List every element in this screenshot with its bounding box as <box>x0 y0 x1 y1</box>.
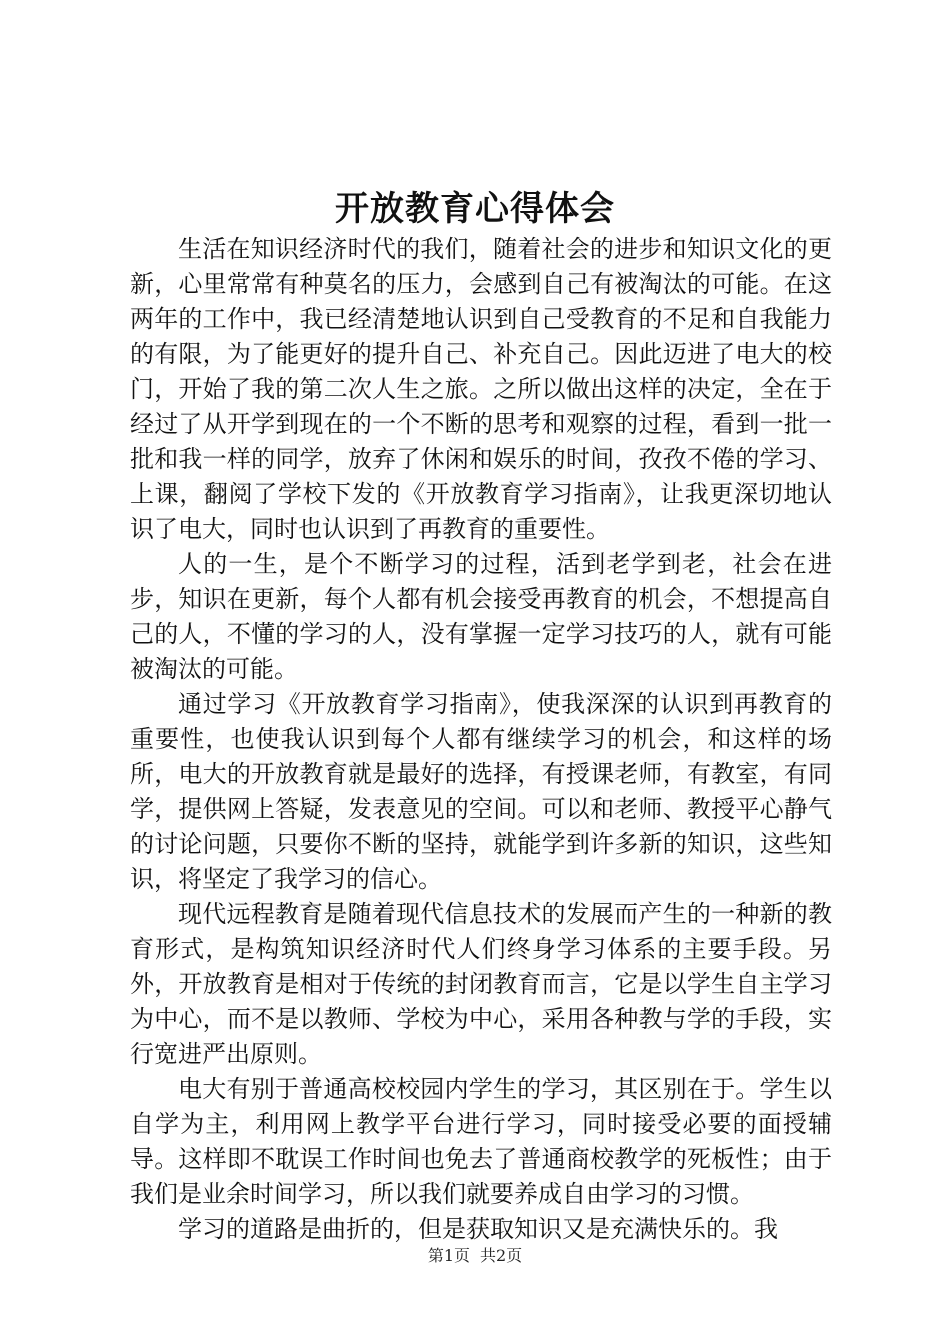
paragraph: 人的一生，是个不断学习的过程，活到老学到老，社会在进步，知识在更新，每个人都有机会接受再教育的机会，不想提高自己的人，不懂的学习的人，没有掌握一定学习技巧的人，就有可能被淘汰的可能。 <box>130 550 832 683</box>
paragraph: 现代远程教育是随着现代信息技术的发展而产生的一种新的教育形式，是构筑知识经济时代人们终身学习体系的主要手段。另外，开放教育是相对于传统的封闭教育而言，它是以学生自主学习为中心，而不是以教师、学校为中心，采用各种教与学的手段，实行宽进严出原则。 <box>130 900 832 1068</box>
document-title: 开放教育心得体会 <box>335 189 615 229</box>
paragraph: 学习的道路是曲折的，但是获取知识又是充满快乐的。我 <box>178 1215 778 1243</box>
page-number: 第1页 <box>427 1246 470 1265</box>
document-body <box>130 232 832 1247</box>
page-total: 共2页 <box>480 1246 523 1265</box>
paragraph: 电大有别于普通高校校园内学生的学习，其区别在于。学生以自学为主，利用网上教学平台进行学习，同时接受必要的面授辅导。这样即不耽误工作时间也免去了普通商校教学的死板性；由于我们是业余时间学习，所以我们就要养成自由学习的习惯。 <box>130 1075 832 1208</box>
paragraph: 通过学习《开放教育学习指南》，使我深深的认识到再教育的重要性，也使我认识到每个人都有继续学习的机会，和这样的场所，电大的开放教育就是最好的选择，有授课老师，有教室，有同学，提供网上答疑，发表意见的空间。可以和老师、教授平心静气的讨论问题，只要你不断的坚持，就能学到许多新的知识，这些知识，将坚定了我学习的信心。 <box>130 690 832 893</box>
paragraph: 生活在知识经济时代的我们，随着社会的进步和知识文化的更新，心里常常有种莫名的压力，会感到自己有被淘汰的可能。在这两年的工作中，我已经清楚地认识到自己受教育的不足和自我能力的有限，为了能更好的提升自己、补充自己。因此迈进了电大的校门，开始了我的第二次人生之旅。之所以做出这样的决定，全在于经过了从开学到现在的一个不断的思考和观察的过程，看到一批一批和我一样的同学，放弃了休闲和娱乐的时间，孜孜不倦的学习、上课，翻阅了学校下发的《开放教育学习指南》，让我更深切地认识了电大，同时也认识到了再教育的重要性。 <box>130 235 832 543</box>
page-footer <box>0 1245 950 1267</box>
